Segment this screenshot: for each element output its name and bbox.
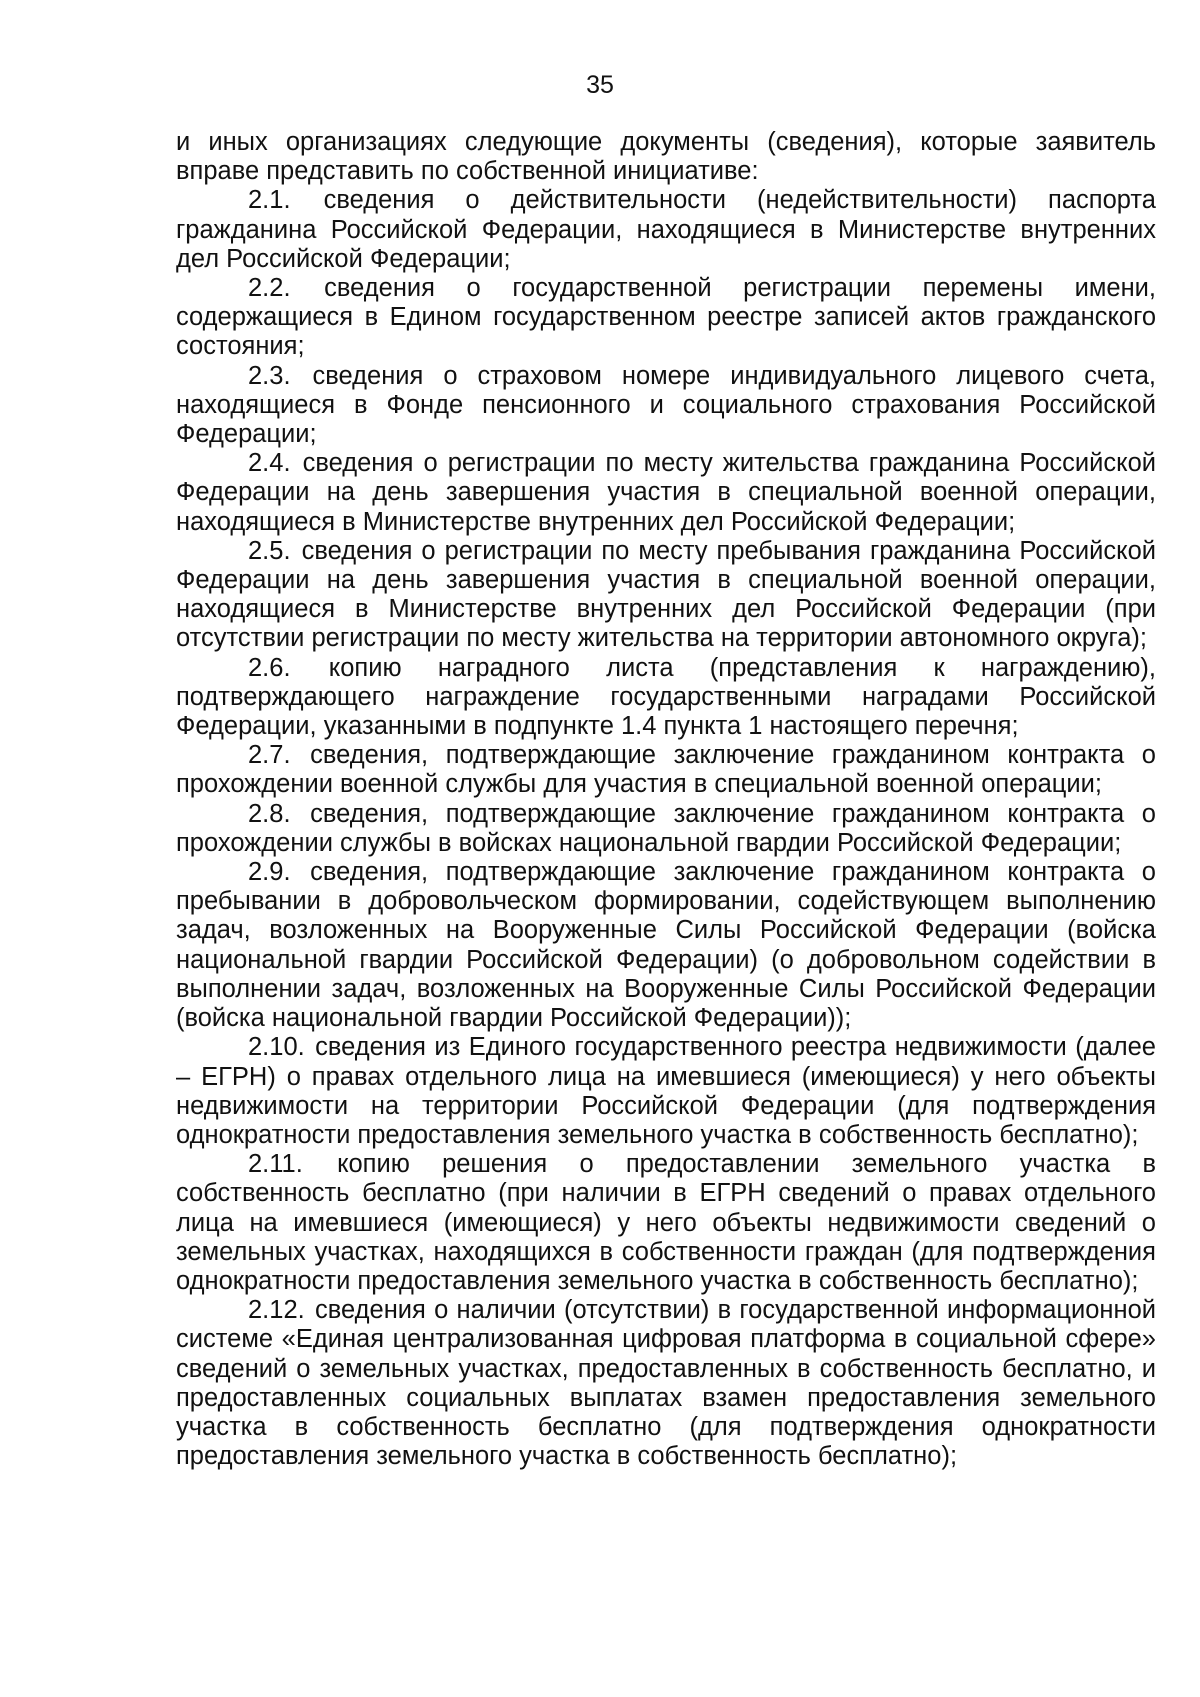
list-item-2-9 [176,858,1156,1033]
item-number: 2.8. [248,799,291,828]
item-number: 2.9. [248,858,291,887]
item-text: сведения, подтверждающие заключение гражданином контракта о прохождении военной службы для участия в специальной военной операции; [176,741,1156,799]
item-text: сведения о регистрации по месту жительства гражданина Российской Федерации на день завершения участия в специальной военной операции, находящиеся в Министерстве внутренних дел Российской Федерации; [176,449,1156,536]
item-text: копию наградного листа (представления к награждению), подтверждающего награждение государственными наградами Российской Федерации, указанными в подпункте 1.4 пункта 1 настоящего перечня; [176,653,1156,741]
list-item-2-10 [176,1033,1156,1150]
item-number: 2.10. [248,1033,305,1062]
item-number: 2.12. [248,1296,305,1325]
list-item-2-8 [176,800,1156,858]
item-number: 2.6. [248,653,291,682]
item-text: сведения о регистрации по месту пребывания гражданина Российской Федерации на день завершения участия в специальной военной операции, находящиеся в Министерстве внутренних дел Российской Федерации (при отсутствии регистрации по месту жительства на территории автономного округа); [176,536,1157,653]
item-number: 2.2. [248,274,291,303]
list-item-2-6 [176,654,1156,742]
item-text: сведения, подтверждающие заключение гражданином контракта о пребывании в добровольческом формировании, содействующем выполнению задач, возложенных на Вооруженные Силы Российской Федерации (войска национальной гвардии Российской Федерации) (о добровольном содействии в выполнении задач, возложенных на Вооруженные Силы Российской Федерации (войска национальной гвардии Российской Федерации)); [176,858,1156,1033]
item-number: 2.1. [248,186,291,215]
item-text: сведения о наличии (отсутствии) в государственной информационной системе «Единая централизованная цифровая платформа в социальной сфере» сведений о земельных участках, предоставленных в собственность бесплатно, и предоставленных социальных выплатах взамен предоставления земельного участка в собственность бесплатно (для подтверждения однократности предоставления земельного участка в собственность бесплатно); [176,1296,1156,1471]
list-item-2-1 [176,186,1156,274]
list-item-2-2 [176,274,1156,362]
item-number: 2.3. [248,361,291,390]
item-text: копию решения о предоставлении земельного участка в собственность бесплатно (при наличии в ЕГРН сведений о правах отдельного лица на имевшиеся (имеющиеся) у него объекты недвижимости сведений о земельных участках, находящихся в собственности граждан (для подтверждения однократности предоставления земельного участка в собственность бесплатно); [176,1150,1156,1295]
list-item-2-11 [176,1150,1156,1296]
item-text: сведения из Единого государственного реестра недвижимости (далее – ЕГРН) о правах отдельного лица на имевшиеся (имеющиеся) у него объекты недвижимости на территории Российской Федерации (для подтверждения однократности предоставления земельного участка в собственность бесплатно); [176,1033,1156,1149]
item-number: 2.5. [248,536,291,565]
item-text: сведения, подтверждающие заключение гражданином контракта о прохождении службы в войсках национальной гвардии Российской Федерации; [176,799,1156,857]
item-number: 2.7. [248,741,291,770]
list-item-2-7 [176,741,1156,799]
list-item-2-12 [176,1296,1156,1471]
item-text: сведения о государственной регистрации перемены имени, содержащиеся в Едином государственном реестре записей актов гражданского состояния; [176,274,1156,361]
item-text: сведения о страховом номере индивидуального лицевого счета, находящиеся в Фонде пенсионного и социального страхования Российской Федерации; [176,361,1156,449]
item-number: 2.11. [248,1150,303,1179]
page-number: 35 [586,71,614,99]
item-text: сведения о действительности (недействительности) паспорта гражданина Российской Федерации, находящиеся в Министерстве внутренних дел Российской Федерации; [176,186,1156,273]
list-item-2-4 [176,449,1156,537]
item-number: 2.4. [248,449,291,478]
intro-paragraph: и иных организациях следующие документы (сведения), которые заявитель вправе представить по собственной инициативе: [176,128,1156,186]
document-body [176,128,1156,1471]
list-item-2-5 [176,537,1156,654]
list-item-2-3 [176,362,1156,450]
